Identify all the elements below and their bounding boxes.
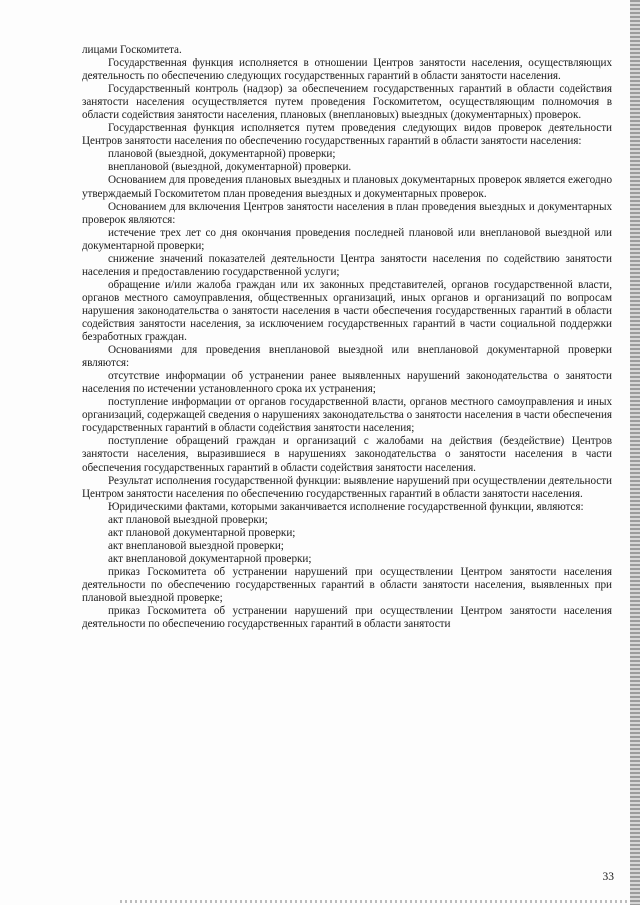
paragraph: Основанием для включения Центров занятости населения в план проведения выездных и документарных проверок являются:	[82, 200, 612, 226]
paragraph: Основаниями для проведения внеплановой выездной или внеплановой документарной проверки являются:	[82, 344, 612, 370]
list-item: акт плановой выездной проверки;	[108, 513, 268, 526]
document-body	[82, 44, 612, 631]
paragraph: Государственная функция исполняется путем проведения следующих видов проверок деятельности Центров занятости населения по обеспечению государственных гарантий в области занятости населения:	[82, 122, 612, 148]
list-item: приказ Госкомитета об устранении нарушений при осуществлении Центром занятости населения деятельности по обеспечению государственных гарантий в области занятости	[82, 605, 612, 631]
scan-edge-right	[630, 0, 640, 905]
list-item: поступление информации от органов государственной власти, органов местного самоуправления и иных организаций, содержащей сведения о нарушениях законодательства о занятости населения в части обеспечения государственных гарантий в области содействия занятости населения;	[82, 396, 612, 435]
page-number: 33	[602, 871, 614, 883]
list-item: акт внеплановой документарной проверки;	[108, 552, 312, 565]
list-item: акт плановой документарной проверки;	[108, 526, 296, 539]
scan-edge-bottom	[120, 900, 630, 903]
list-item: обращение и/или жалоба граждан или их законных представителей, органов государственной власти, органов местного самоуправления, общественных организаций, иных органов и организаций по вопросам нарушения законодательства о занятости населения в части обеспечения государственных гарантий в области содействия занятости населения, за исключением государственных гарантий в части социальной поддержки безработных граждан.	[82, 278, 612, 344]
list-item: снижение значений показателей деятельности Центра занятости населения по содействию занятости населения и предоставлению государственной услуги;	[82, 252, 612, 278]
list-item: отсутствие информации об устранении ранее выявленных нарушений законодательства о занятости населения по истечении установленного срока их устранения;	[82, 370, 612, 396]
paragraph: Государственный контроль (надзор) за обеспечением государственных гарантий в области содействия занятости населения осуществляется путем проведения Госкомитетом, осуществляющим полномочия в области содействия занятости населения, плановых (внеплановых) выездных (документарных) проверок.	[82, 83, 612, 122]
list-item: внеплановой (выездной, документарной) проверки.	[108, 161, 352, 174]
paragraph: Государственная функция исполняется в отношении Центров занятости населения, осуществляющих деятельность по обеспечению следующих государственных гарантий в области занятости населения.	[82, 57, 612, 83]
paragraph: лицами Госкомитета.	[82, 44, 182, 56]
list-item: приказ Госкомитета об устранении нарушений при осуществлении Центром занятости населения деятельности по обеспечению государственных гарантий в области занятости населения, выявленных при плановой выездной проверке;	[82, 565, 612, 604]
list-item: поступление обращений граждан и организаций с жалобами на действия (бездействие) Центров занятости населения, выразившиеся в нарушениях законодательства о занятости населения в части обеспечения государственных гарантий в области содействия занятости населения.	[82, 435, 612, 474]
paragraph: Юридическими фактами, которыми заканчивается исполнение государственной функции, являются:	[108, 500, 584, 513]
list-item: истечение трех лет со дня окончания проведения последней плановой или внеплановой выездной или документарной проверки;	[82, 226, 612, 252]
list-item: акт внеплановой выездной проверки;	[108, 539, 284, 552]
paragraph: Результат исполнения государственной функции: выявление нарушений при осуществлении деятельности Центром занятости населения по обеспечению государственных гарантий в области занятости населения.	[82, 474, 612, 500]
list-item: плановой (выездной, документарной) проверки;	[108, 148, 336, 161]
paragraph: Основанием для проведения плановых выездных и плановых документарных проверок является ежегодно утверждаемый Госкомитетом план проведения выездных и документарных проверок.	[82, 174, 612, 200]
